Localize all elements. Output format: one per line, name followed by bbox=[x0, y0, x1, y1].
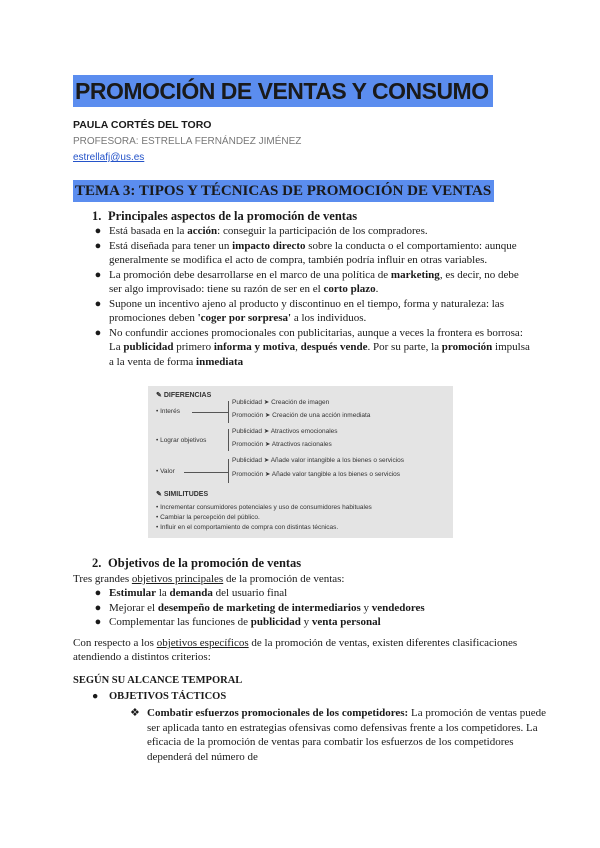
figure-similitud-1: • Incrementar consumidores potenciales y uso de consumidores habituales bbox=[156, 504, 372, 511]
bullet-icon: ● bbox=[94, 268, 102, 281]
list-item: ● No confundir acciones promocionales con publicitarias, aunque a veces la frontera es borrosa: La publicidad primero informa y motiva, después vende. Por su parte, la promoción impulsa a la venta de forma inmediata bbox=[92, 326, 532, 370]
list-item: ● Está diseñada para tener un impacto directo sobre la conducta o el comportamiento: aunque generalmente se modifica el acto de compra, también podría influir en otras variables. bbox=[92, 239, 532, 268]
bullet-icon: ● bbox=[94, 587, 102, 599]
figure-publicidad-2: Publicidad ➤ Atractivos emocionales bbox=[232, 428, 338, 435]
figure-bracket bbox=[228, 459, 229, 483]
combatir-esfuerzos-item: ❖ Combatir esfuerzos promocionales de los competidores: La promoción de ventas puede ser aplicada tanto en estrategias ofensivas como defensivas frente a los competidores. La eficacia de la promoción de ventas para combatir los esfuerzos de los competidores dependerá del número de bbox=[130, 707, 546, 763]
bullet-icon: ● bbox=[94, 616, 102, 628]
professor-name: PROFESORA: ESTRELLA FERNÁNDEZ JIMÉNEZ bbox=[73, 136, 302, 147]
email-link[interactable]: estrellafj@us.es bbox=[73, 152, 145, 163]
pencil-icon: ✎ bbox=[156, 392, 164, 399]
objetivos-tacticos-item: ● OBJETIVOS TÁCTICOS bbox=[92, 691, 227, 702]
document-title: PROMOCIÓN DE VENTAS Y CONSUMO bbox=[73, 75, 493, 107]
diamond-bullet-icon: ❖ bbox=[130, 707, 140, 719]
list-item: ● Está basada en la acción: conseguir la participación de los compradores. bbox=[92, 224, 532, 239]
figure-publicidad-1: Publicidad ➤ Creación de imagen bbox=[232, 399, 330, 406]
list-item: ● La promoción debe desarrollarse en el marco de una política de marketing, es decir, no debe ser algo improvisado: tiene su razón de ser en el corto plazo. bbox=[92, 268, 532, 297]
figure-lograr-label: • Lograr objetivos bbox=[156, 437, 207, 444]
specific-objectives-paragraph: Con respecto a los objetivos específicos de la promoción de ventas, existen diferentes clasificaciones atendiendo a distintos criterios: bbox=[73, 637, 518, 663]
objectives-intro: Tres grandes objetivos principales de la promoción de ventas: bbox=[73, 573, 345, 585]
section-1-title: Principales aspectos de la promoción de ventas bbox=[108, 209, 358, 223]
bullet-icon: ● bbox=[92, 691, 99, 702]
figure-promocion-3: Promoción ➤ Añade valor tangible a los bienes o servicios bbox=[232, 471, 401, 478]
section-2-title: Objetivos de la promoción de ventas bbox=[108, 556, 302, 570]
list-item: ● Complementar las funciones de publicidad y venta personal bbox=[92, 615, 425, 630]
tema-heading: TEMA 3: TIPOS Y TÉCNICAS DE PROMOCIÓN DE VENTAS bbox=[73, 180, 494, 202]
bullet-icon: ● bbox=[94, 601, 102, 614]
figure-valor-label: • Valor bbox=[156, 468, 175, 475]
figure-promocion-1: Promoción ➤ Creación de una acción inmediata bbox=[232, 412, 371, 419]
figure-similitud-3: • Influir en el comportamiento de compra con distintas técnicas. bbox=[156, 524, 339, 531]
figure-publicidad-3: Publicidad ➤ Añade valor intangible a los bienes o servicios bbox=[232, 457, 405, 464]
aspects-list bbox=[92, 224, 532, 369]
list-item: ● Mejorar el desempeño de marketing de intermediarios y vendedores bbox=[92, 601, 425, 616]
figure-connector bbox=[192, 412, 228, 413]
figure-promocion-2: Promoción ➤ Atractivos racionales bbox=[232, 441, 332, 448]
figure-interes-label: • Interés bbox=[156, 408, 180, 415]
list-item: ● Supone un incentivo ajeno al producto y discontinuo en el tiempo, forma y naturaleza: las promociones deben 'coger por sorpresa' a los individuos. bbox=[92, 297, 532, 326]
figure-similitudes-heading: ✎ SIMILITUDES bbox=[156, 491, 209, 498]
author-name: PAULA CORTÉS DEL TORO bbox=[73, 119, 212, 131]
figure-connector bbox=[184, 472, 228, 473]
bullet-icon: ● bbox=[94, 225, 102, 237]
bullet-icon: ● bbox=[94, 239, 102, 252]
pencil-icon: ✎ bbox=[156, 491, 164, 498]
figure-bracket bbox=[228, 429, 229, 451]
section-1-number: 1. bbox=[92, 209, 102, 223]
section-2-heading bbox=[92, 556, 301, 571]
differences-figure bbox=[148, 386, 453, 538]
section-2-number: 2. bbox=[92, 556, 102, 570]
figure-similitud-2: • Cambiar la percepción del público. bbox=[156, 514, 260, 521]
alcance-temporal-heading: SEGÚN SU ALCANCE TEMPORAL bbox=[73, 675, 243, 686]
section-1-heading bbox=[92, 209, 357, 224]
figure-diferencias-heading: ✎ DIFERENCIAS bbox=[156, 392, 212, 399]
bullet-icon: ● bbox=[94, 297, 102, 310]
bullet-icon: ● bbox=[94, 326, 102, 339]
figure-bracket bbox=[228, 401, 229, 423]
objectives-list bbox=[92, 586, 425, 630]
list-item: ● Estimular la demanda del usuario final bbox=[92, 586, 425, 601]
